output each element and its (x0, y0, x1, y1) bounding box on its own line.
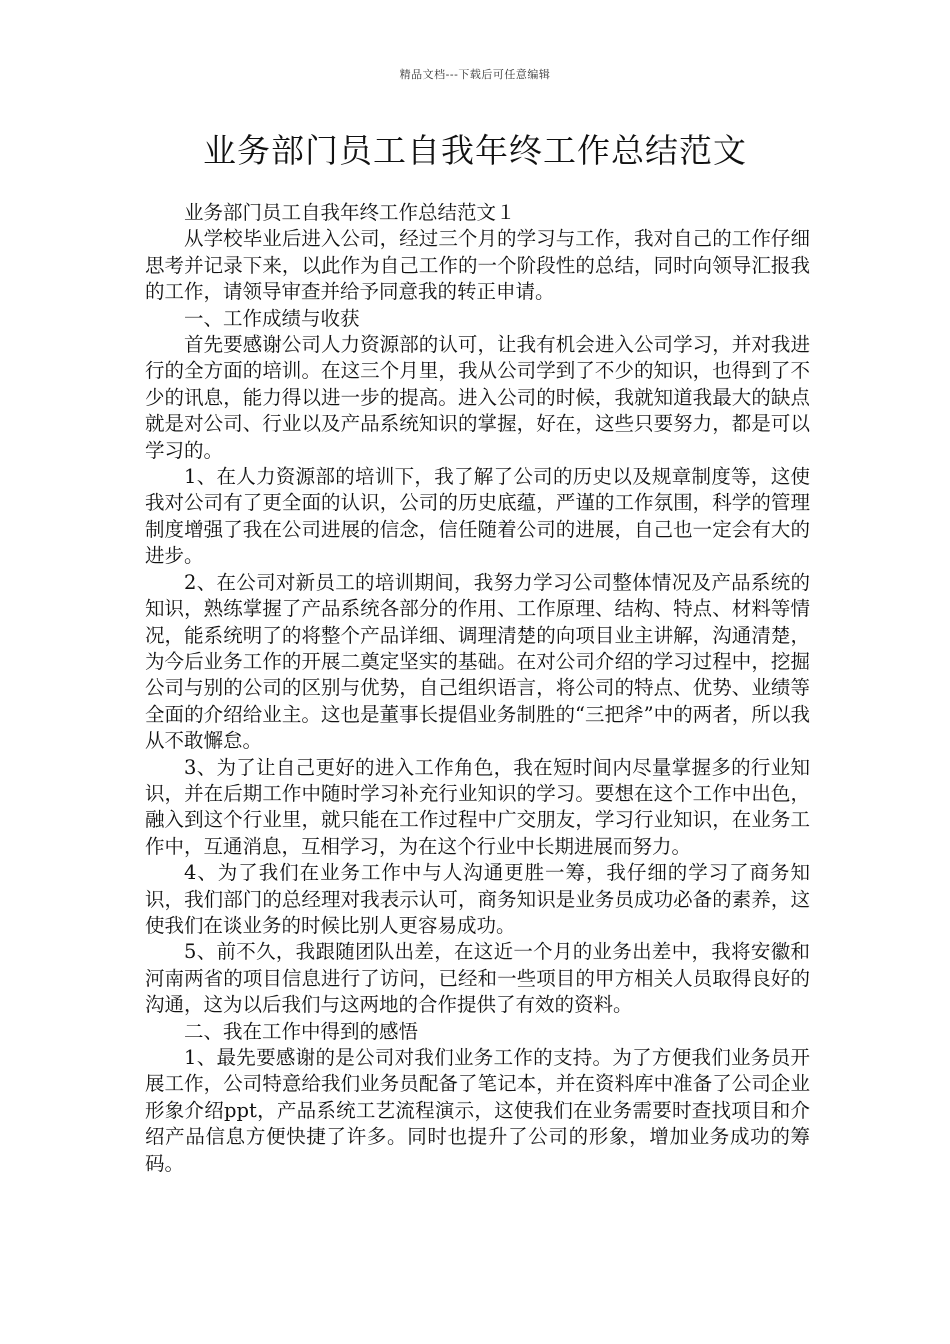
body-paragraph: 3、为了让自己更好的进入工作角色，我在短时间内尽量掌握多的行业知识，并在后期工作中随时学习补充行业知识的学习。要想在这个工作中出色，融入到这个行业里，就只能在工作过程中广交朋友，学习行业知识，在业务工作中，互通消息，互相学习，为在这个行业中长期进展而努力。 (145, 755, 810, 858)
body-paragraph: 5、前不久，我跟随团队出差，在这近一个月的业务出差中，我将安徽和河南两省的项目信息进行了访问，已经和一些项目的甲方相关人员取得良好的沟通，这为以后我们与这两地的合作提供了有效的资料。 (145, 940, 810, 1017)
subtitle-paragraph: 业务部门员工自我年终工作总结范文１ (184, 201, 516, 224)
body-paragraph: 4、为了我们在业务工作中与人沟通更胜一筹，我仔细的学习了商务知识，我们部门的总经理对我表示认可，商务知识是业务员成功必备的素养，这使我们在谈业务的时候比别人更容易成功。 (145, 861, 810, 937)
document-body (145, 200, 810, 1177)
intro-paragraph: 从学校毕业后进入公司，经过三个月的学习与工作，我对自己的工作仔细思考并记录下来，以此作为自己工作的一个阶段性的总结，同时向领导汇报我的工作，请领导审查并给予同意我的转正申请。 (145, 227, 810, 304)
document-header-note: 精品文档---下载后可任意编辑 (399, 68, 551, 81)
body-paragraph: 首先要感谢公司人力资源部的认可，让我有机会进入公司学习，并对我进行的全方面的培训。在这三个月里，我从公司学到了不少的知识，也得到了不少的讯息，能力得以进一步的提高。进入公司的时候，我就知道我最大的缺点就是对公司、行业以及产品系统知识的掌握，好在，这些只要努力，都是可以学习的。 (145, 333, 810, 462)
document-title: 业务部门员工自我年终工作总结范文 (203, 131, 747, 170)
body-paragraph: 1、最先要感谢的是公司对我们业务工作的支持。为了方便我们业务员开展工作，公司特意给我们业务员配备了笔记本，并在资料库中准备了公司企业形象介绍ppt，产品系统工艺流程演示，这使我们在业务需要时查找项目和介绍产品信息方便快捷了许多。同时也提升了公司的形象，增加业务成功的筹码。 (145, 1046, 810, 1175)
body-paragraph: 2、在公司对新员工的培训期间，我努力学习公司整体情况及产品系统的知识，熟练掌握了产品系统各部分的作用、工作原理、结构、特点、材料等情况，能系统明了的将整个产品详细、调理清楚的向项目业主讲解，沟通清楚，为今后业务工作的开展二奠定坚实的基础。在对公司介绍的学习过程中，挖掘公司与别的公司的区别与优势，自己组织语言，将公司的特点、优势、业绩等全面的介绍给业主。这也是董事长提倡业务制胜的“三把斧”中的两者，所以我从不敢懈怠。 (145, 570, 810, 753)
section-heading-1: 一、工作成绩与收获 (184, 306, 360, 330)
section-heading-2: 二、我在工作中得到的感悟 (184, 1019, 419, 1043)
body-paragraph: 1、在人力资源部的培训下，我了解了公司的历史以及规章制度等，这使我对公司有了更全面的认识，公司的历史底蕴，严谨的工作氛围，科学的管理制度增强了我在公司进展的信念，信任随着公司的进展，自己也一定会有大的进步。 (145, 465, 810, 568)
